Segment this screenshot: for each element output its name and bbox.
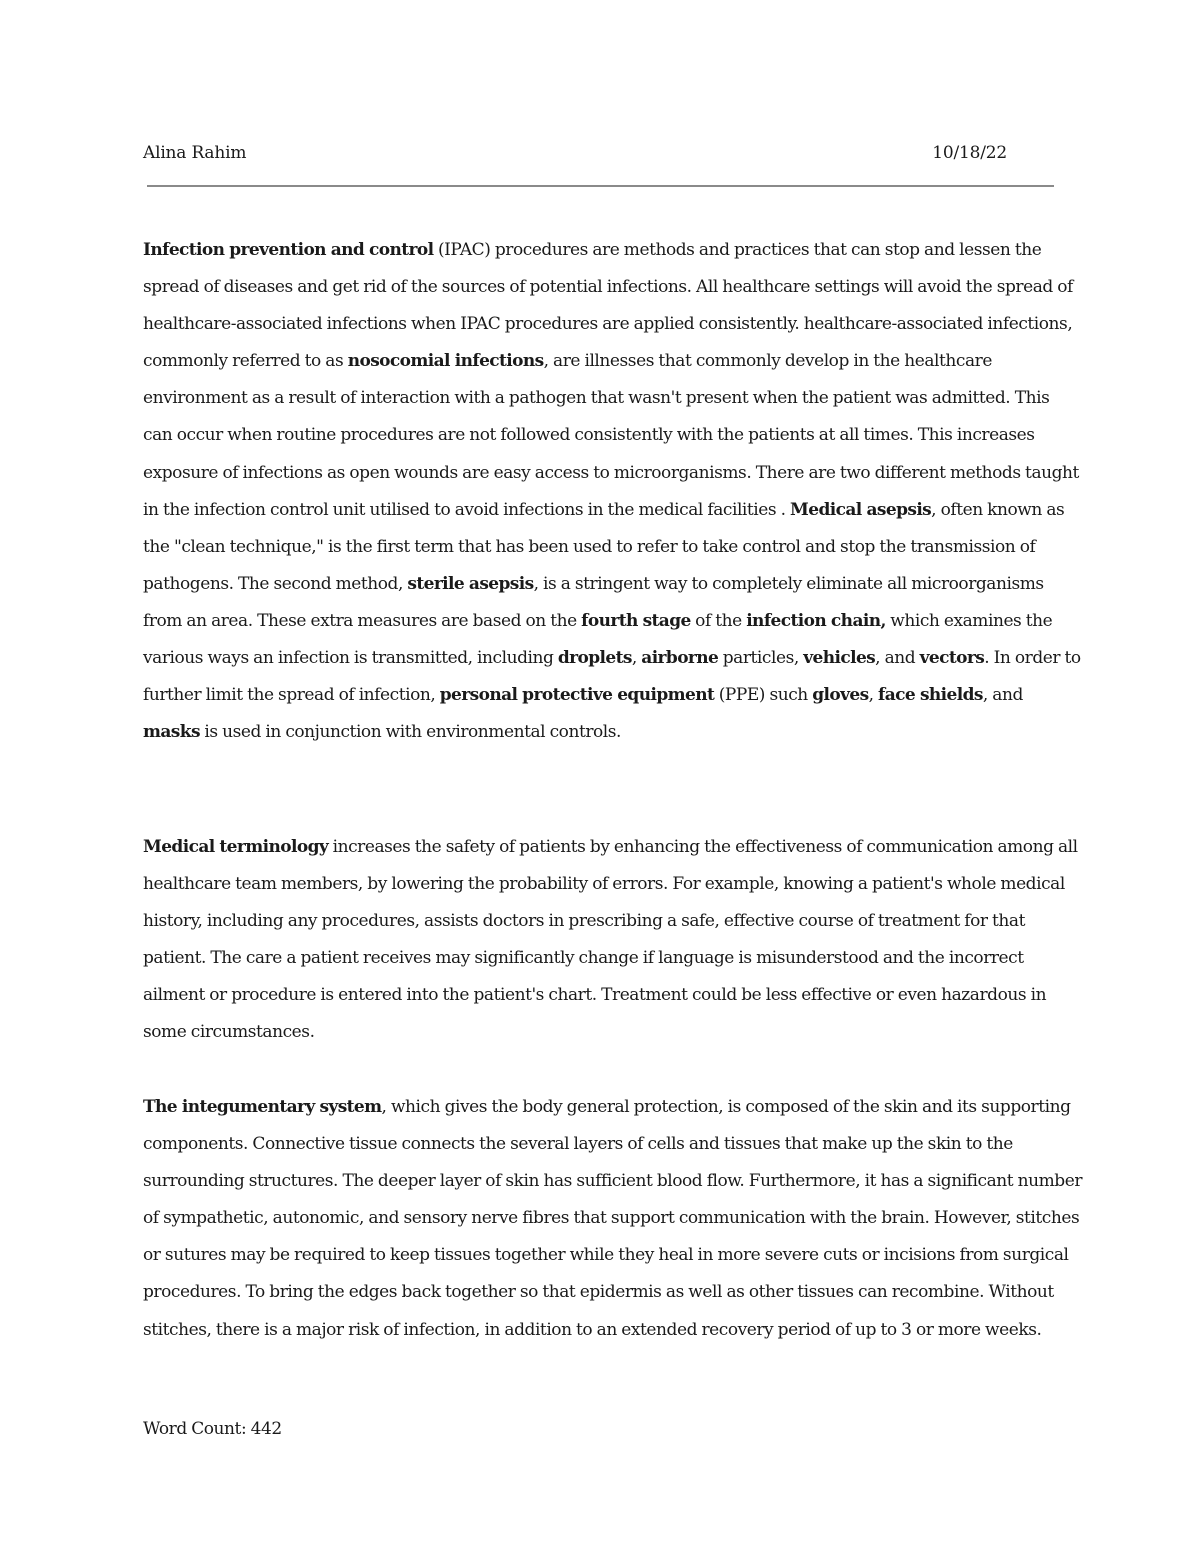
document-date: 10/18/22 [932,143,1007,163]
text-run: , which gives the body general protection, is composed of the skin and its supporting components. Connective tissue connects the several layers of cells and tissues that make up the skin to the surrounding structures. The deeper layer of skin has sufficient blood flow. Furthermore, it has a significant number of sympathetic, autonomic, and sensory nerve fibres that support communication with the brain. However, stitches or sutures may be required to keep tissues together while they heal in more severe cuts or incisions from surgical procedures. To bring the edges back together so that epidermis as well as other tissues can recombine. Without stitches, there is a major risk of infection, in addition to an extended recovery period of up to 3 or more weeks. [143,1097,1082,1340]
text-run: , [631,648,642,669]
header-divider [147,185,1054,187]
word-count: Word Count: 442 [143,1419,282,1439]
paragraph-integumentary-system [143,1089,1083,1386]
text-run: , and [875,648,920,669]
paragraph-medical-terminology [143,829,1083,1052]
text-run: of the [690,610,747,631]
text-run: which examines the various ways an infection is transmitted, including [143,610,1053,669]
bold-term: gloves [812,685,869,706]
text-run: , is a stringent way to completely eliminate all microorganisms from an area. These extra measures are based on the [143,573,1044,631]
bold-term: droplets [557,648,632,669]
bold-term: infection chain, [746,610,886,631]
bold-term: nosocomial infections [347,351,544,372]
text-run: increases the safety of patients by enhancing the effectiveness of communication among all healthcare team members, by lowering the probability of errors. For example, knowing a patient's whole medical history, including any procedures, assists doctors in prescribing a safe, effective course of treatment for that patient. The care a patient receives may significantly change if language is misunderstood and the incorrect ailment or procedure is entered into the patient's chart. Treatment could be less effective or even hazardous in some circumstances. [143,837,1078,1043]
bold-term: The integumentary system [143,1097,382,1117]
text-run: , and [982,685,1023,706]
text-run: . In order to further limit the spread of infection, [143,648,1081,706]
paragraph-infection-control [143,232,1083,789]
bold-term: vehicles [803,648,876,669]
text-run: , are illnesses that commonly develop in the healthcare environment as a result of interaction with a pathogen that wasn't present when the patient was admitted. This can occur when routine procedures are not followed consistently with the patients at all times. This increases exposure of infections as open wounds are easy access to microorganisms. There are two different methods taught in the infection control unit utilised to avoid infections in the medical facilities . [143,351,1079,520]
bold-term: sterile asepsis [407,573,534,594]
bold-term: Medical terminology [143,837,329,857]
bold-term: Infection prevention and control [143,240,434,260]
text-run: is used in conjunction with environmental controls. [199,722,621,743]
author-name: Alina Rahim [143,143,247,163]
bold-term: vectors [919,648,985,669]
bold-term: fourth stage [581,610,691,631]
bold-term: personal protective equipment [439,685,715,706]
text-run: particles, [718,648,804,669]
bold-term: Medical asepsis [790,499,932,520]
bold-term: airborne [641,648,719,669]
text-run: (IPAC) procedures are methods and practices that can stop and lessen the spread of diseases and get rid of the sources of potential infections. All healthcare settings will avoid the spread of healthcare-associated infections when IPAC procedures are applied consistently. healthcare-associated infections, commonly referred to as [143,240,1073,372]
document-body [143,232,1083,1448]
bold-term: face shields [878,685,983,706]
text-run: , often known as the "clean technique," is the first term that has been used to refer to take control and stop the transmission of pathogens. The second method, [143,499,1065,594]
text-run: , [868,685,879,706]
document-header [143,143,1007,169]
bold-term: masks [143,722,200,743]
text-run: (PPE) such [714,685,813,706]
